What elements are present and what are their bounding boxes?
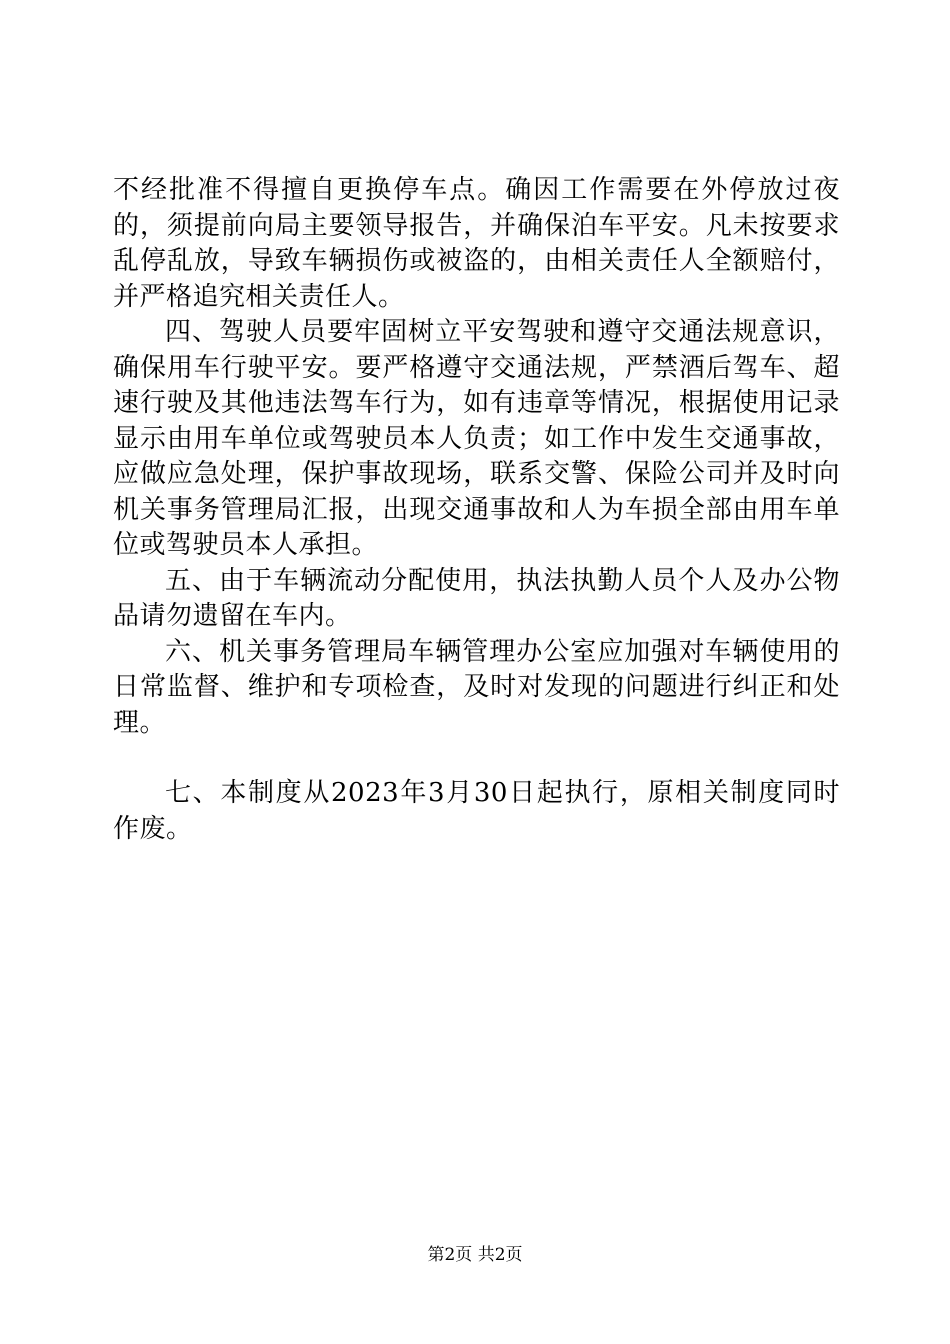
paragraph-item-seven: 七、本制度从2023年3月30日起执行，原相关制度同时作废。 xyxy=(113,778,840,844)
paragraph-item-four: 四、驾驶人员要牢固树立平安驾驶和遵守交通法规意识，确保用车行驶平安。要严格遵守交通法规，严禁酒后驾车、超速行驶及其他违法驾车行为，如有违章等情况，根据使用记录显示由用车单位或驾驶员本人负责；如工作中发生交通事故，应做应急处理，保护事故现场，联系交警、保险公司并及时向机关事务管理局汇报，出现交通事故和人为车损全部由用车单位或驾驶员本人承担。 xyxy=(113,317,840,560)
document-body xyxy=(113,173,840,847)
paragraph-item-five: 五、由于车辆流动分配使用，执法执勤人员个人及办公物品请勿遗留在车内。 xyxy=(113,565,840,631)
paragraph-continuation: 不经批准不得擅自更换停车点。确因工作需要在外停放过夜的，须提前向局主要领导报告，并确保泊车平安。凡未按要求乱停乱放，导致车辆损伤或被盗的，由相关责任人全额赔付，并严格追究相关责任人。 xyxy=(113,175,840,312)
paragraph-item-six: 六、机关事务管理局车辆管理办公室应加强对车辆使用的日常监督、维护和专项检查，及时对发现的问题进行纠正和处理。 xyxy=(113,636,840,738)
page-number-footer: 第2页 共2页 xyxy=(427,1245,523,1265)
